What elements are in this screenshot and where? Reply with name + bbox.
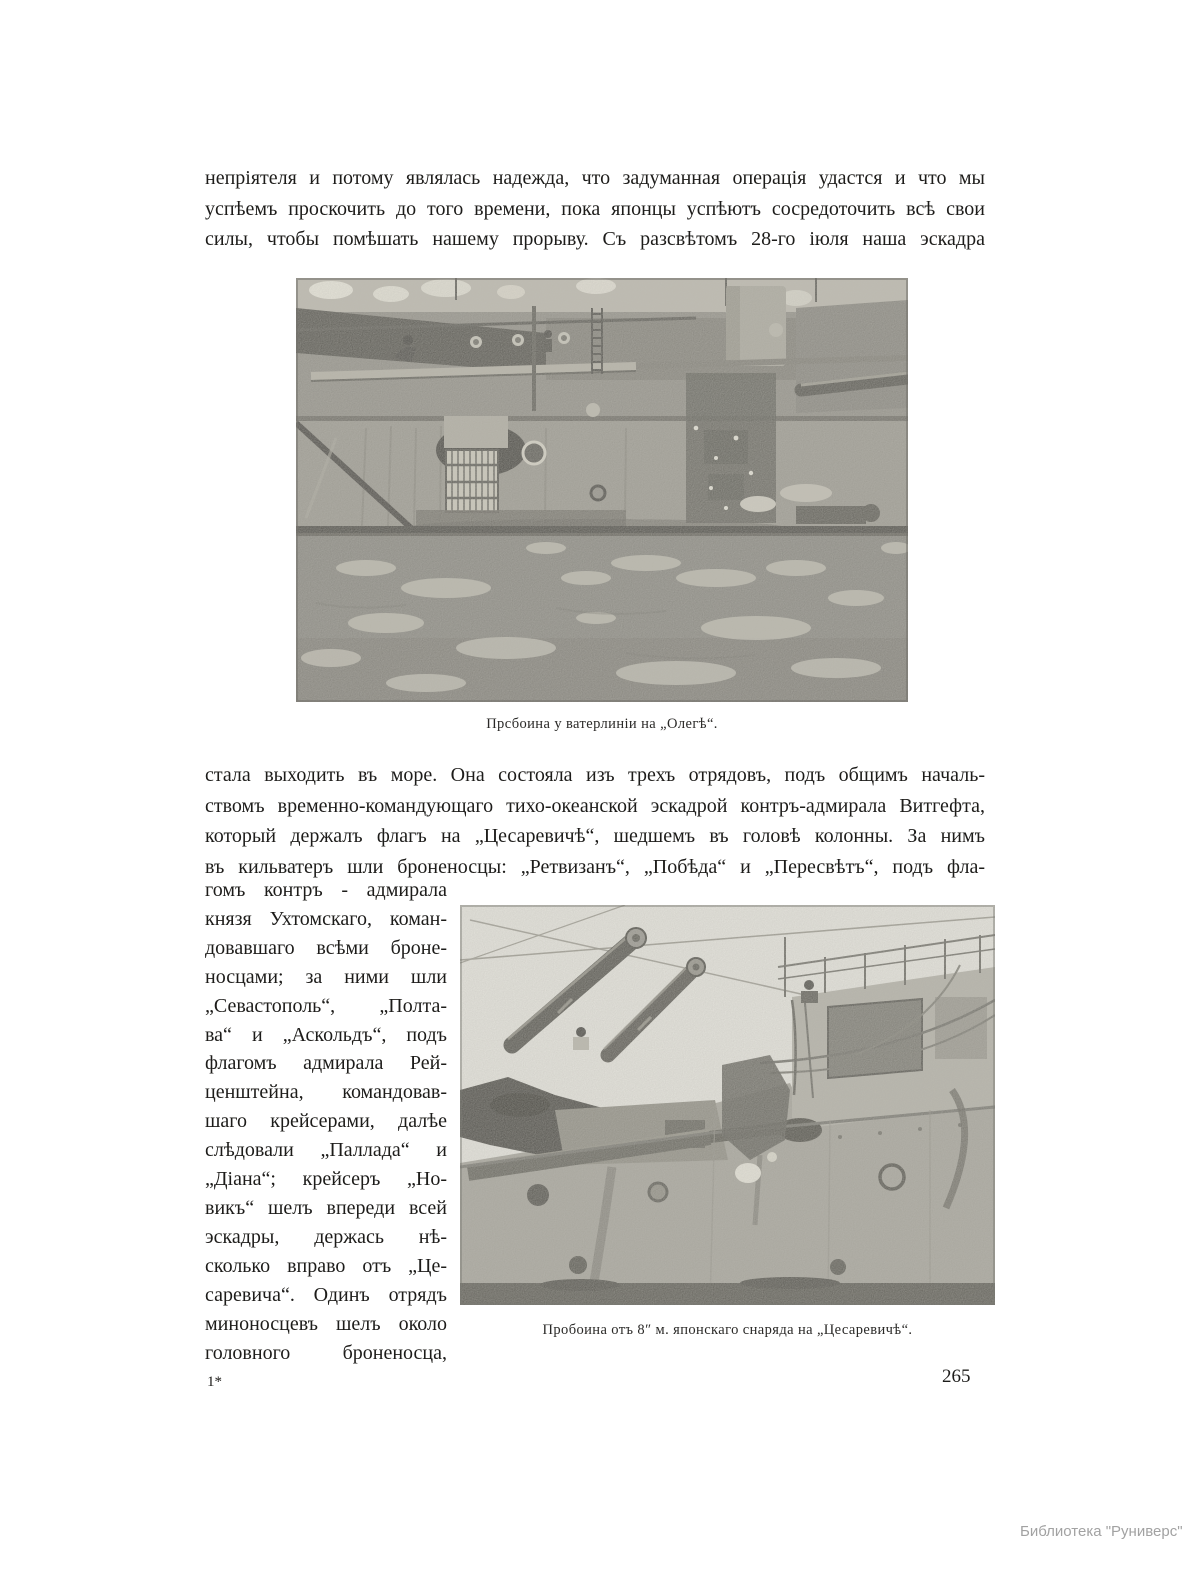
text-line: князя Ухтомскаго, коман- xyxy=(205,907,447,930)
tsesarevich-photo-illustration xyxy=(460,905,995,1305)
left-column-paragraph xyxy=(205,876,447,1367)
text-line: шаго крейсерами, далѣе xyxy=(205,1110,447,1133)
text-line: викъ“ шелъ впереди всей xyxy=(205,1196,447,1219)
text-line: силы, чтобы помѣшать нашему прорыву. Съ разсвѣтомъ 28-го іюля наша эскадра xyxy=(205,228,985,251)
text-line: ценштейна, командовав- xyxy=(205,1081,447,1104)
text-line: саревича“. Одинъ отрядъ xyxy=(205,1283,447,1306)
text-line: въ кильватеръ шли броненосцы: „Ретвизанъ“, „Побѣда“ и „Пересвѣтъ“, подъ фла- xyxy=(205,855,985,878)
text-line: гомъ контръ - адмирала xyxy=(205,879,447,901)
text-line: „Севастополь“, „Полта- xyxy=(205,994,447,1017)
text-line: ствомъ временно-командующаго тихо-океанской эскадрой контръ-адмирала Витгефта, xyxy=(205,794,985,817)
caption-oleg: Прсбоина у ватерлиніи на „Олегѣ“. xyxy=(486,716,718,732)
text-line: довавшаго всѣми броне- xyxy=(205,936,447,959)
text-line: эскадры, держась нѣ- xyxy=(205,1225,447,1248)
text-line: носцами; за ними шли xyxy=(205,965,447,988)
text-line: стала выходить въ море. Она состояла изъ трехъ отрядовъ, подъ общимъ началь- xyxy=(205,764,985,786)
text-line: „Діана“; крейсеръ „Но- xyxy=(205,1168,447,1191)
signature-mark: 1* xyxy=(207,1374,222,1390)
text-line: головного броненосца, xyxy=(205,1341,447,1364)
text-line: миноносцевъ шелъ около xyxy=(205,1312,447,1335)
text-line: сколько вправо отъ „Це- xyxy=(205,1254,447,1277)
oleg-photo-illustration xyxy=(296,278,908,702)
opening-paragraph xyxy=(205,163,985,255)
squadron-paragraph xyxy=(205,760,985,882)
text-line: ва“ и „Аскольдъ“, подъ xyxy=(205,1023,447,1046)
text-line: успѣемъ проскочить до того времени, пока японцы успѣютъ сосредоточить всѣ свои xyxy=(205,197,985,220)
page-number: 265 xyxy=(942,1366,971,1387)
caption-tsesarevich: Пробоина отъ 8″ м. японскаго снаряда на „Цесаревичѣ“. xyxy=(542,1322,913,1338)
text-line: слѣдовали „Паллада“ и xyxy=(205,1139,447,1162)
text-line: флагомъ адмирала Рей- xyxy=(205,1052,447,1075)
photo-oleg xyxy=(296,278,908,702)
text-line: который держалъ флагъ на „Цесаревичѣ“, шедшемъ въ головѣ колонны. За нимъ xyxy=(205,825,985,848)
library-watermark: Библиотека "Руниверс" xyxy=(1020,1523,1183,1540)
photo-tsesarevich xyxy=(460,905,995,1305)
text-line: непріятеля и потому являлась надежда, что задуманная операція удастся и что мы xyxy=(205,167,985,189)
